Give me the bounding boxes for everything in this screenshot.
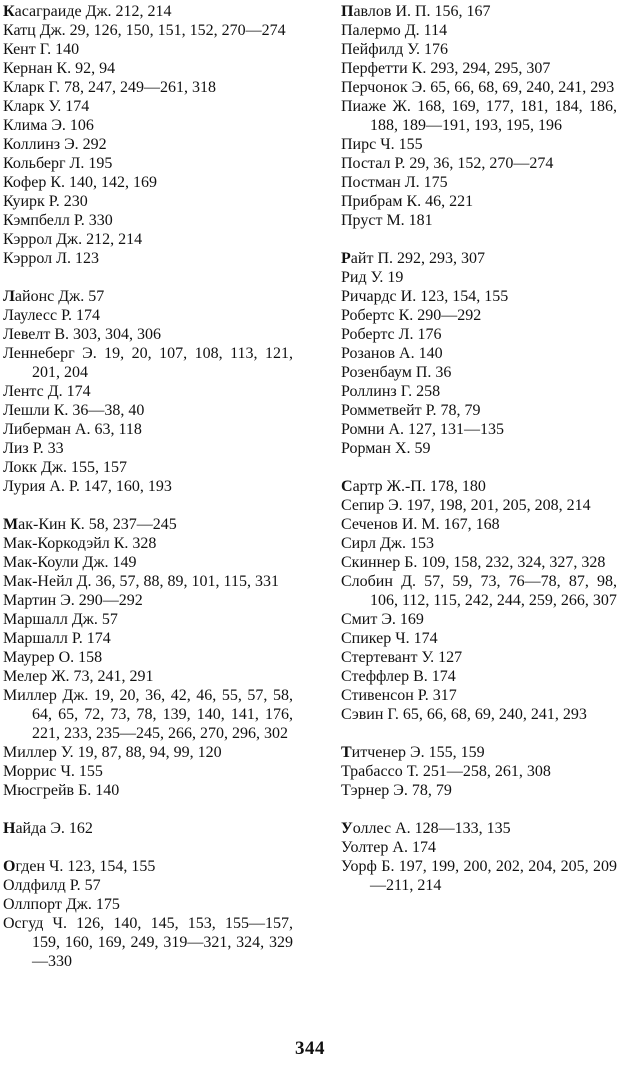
index-entry: Мак-Кин К. 58, 237—245 (3, 516, 177, 533)
group-initial: П (341, 3, 354, 20)
letter-group-gap (341, 230, 617, 249)
index-entry: Постал Р. 29, 36, 152, 270—274 (341, 155, 554, 172)
index-entry: Олдфилд Р. 57 (3, 877, 101, 894)
index-column-left (3, 2, 293, 971)
index-entry: Стеффлер В. 174 (341, 668, 456, 685)
letter-group-gap (341, 458, 617, 477)
index-entry: Пруст М. 181 (341, 212, 433, 229)
index-entry: Кэмпбелл Р. 330 (3, 212, 113, 229)
index-entry: Скиннер Б. 109, 158, 232, 324, 327, 328 (341, 554, 606, 571)
index-entry: Огден Ч. 123, 154, 155 (3, 858, 156, 875)
index-entry: Осгуд Ч. 126, 140, 145, 153, 155—157, 159, 160, 169, 249, 319—321, 324, 329—330 (3, 915, 293, 970)
index-entry: Прибрам К. 46, 221 (341, 193, 474, 210)
group-initial: К (3, 3, 15, 20)
index-entry: Куирк Р. 230 (3, 193, 88, 210)
index-entry: Павлов И. П. 156, 167 (341, 3, 491, 20)
index-entry: Мартин Э. 290—292 (3, 592, 143, 609)
index-entry: Стивенсон Р. 317 (341, 687, 457, 704)
index-entry: Мелер Ж. 73, 241, 291 (3, 668, 154, 685)
index-entry: Смит Э. 169 (341, 611, 424, 628)
index-entry: Райт П. 292, 293, 307 (341, 250, 485, 267)
index-entry: Левелт В. 303, 304, 306 (3, 326, 162, 343)
index-entry: Найда Э. 162 (3, 820, 93, 837)
letter-group-gap (3, 268, 293, 287)
index-entry: Стертевант У. 127 (341, 649, 463, 666)
letter-group-gap (341, 800, 617, 819)
letter-group-gap (3, 800, 293, 819)
group-initial: Р (341, 250, 351, 267)
letter-group-gap (3, 496, 293, 515)
letter-group-gap (341, 724, 617, 743)
index-entry: Пиаже Ж. 168, 169, 177, 181, 184, 186, 188, 189—191, 193, 195, 196 (341, 98, 617, 134)
index-entry: Кэррол Дж. 212, 214 (3, 231, 143, 248)
index-entry: Моррис Ч. 155 (3, 763, 103, 780)
index-entry: Слобин Д. 57, 59, 73, 76—78, 87, 98, 106, 112, 115, 242, 244, 259, 266, 307 (341, 573, 617, 609)
index-entry: Оллпорт Дж. 175 (3, 896, 120, 913)
index-entry: Перчонок Э. 65, 66, 68, 69, 240, 241, 293 (341, 79, 615, 96)
index-entry: Сартр Ж.-П. 178, 180 (341, 478, 486, 495)
group-initial: Т (341, 744, 352, 761)
index-entry: Уорф Б. 197, 199, 200, 202, 204, 205, 209—211, 214 (341, 858, 617, 894)
index-entry: Сэвин Г. 65, 66, 68, 69, 240, 241, 293 (341, 706, 587, 723)
index-column-right (341, 2, 617, 895)
index-entry: Розенбаум П. 36 (341, 364, 452, 381)
index-entry: Мак-Нейл Д. 36, 57, 88, 89, 101, 115, 331 (3, 573, 279, 590)
group-initial: О (3, 858, 16, 875)
index-entry: Спикер Ч. 174 (341, 630, 438, 647)
index-entry: Ромни А. 127, 131—135 (341, 421, 504, 438)
index-entry: Пирс Ч. 155 (341, 136, 423, 153)
index-entry: Мак-Коркодэйл К. 328 (3, 535, 157, 552)
index-entry: Пейфилд У. 176 (341, 41, 448, 58)
index-entry: Кофер К. 140, 142, 169 (3, 174, 158, 191)
index-entry: Перфетти К. 293, 294, 295, 307 (341, 60, 551, 77)
index-entry: Уолтер А. 174 (341, 839, 436, 856)
index-entry: Робертс Л. 176 (341, 326, 442, 343)
index-entry: Кернан К. 92, 94 (3, 60, 116, 77)
group-initial: С (341, 478, 353, 495)
index-entry: Лиз Р. 33 (3, 440, 64, 457)
index-entry: Роллинз Г. 258 (341, 383, 441, 400)
index-entry: Маршалл Дж. 57 (3, 611, 118, 628)
index-entry: Розанов А. 140 (341, 345, 443, 362)
index-entry: Лайонс Дж. 57 (3, 288, 105, 305)
index-entry: Сеченов И. М. 167, 168 (341, 516, 500, 533)
index-entry: Трабассо Т. 251—258, 261, 308 (341, 763, 551, 780)
index-entry: Робертс К. 290—292 (341, 307, 482, 324)
index-entry: Лурия А. Р. 147, 160, 193 (3, 478, 172, 495)
index-entry: Лаулесс Р. 174 (3, 307, 101, 324)
group-initial: Л (3, 288, 15, 305)
index-entry: Касаграиде Дж. 212, 214 (3, 3, 172, 20)
index-entry: Сирл Дж. 153 (341, 535, 434, 552)
index-entry: Постман Л. 175 (341, 174, 448, 191)
index-entry: Кэррол Л. 123 (3, 250, 99, 267)
index-entry: Уоллес А. 128—133, 135 (341, 820, 511, 837)
index-entry: Рорман Х. 59 (341, 440, 431, 457)
index-entry: Рид У. 19 (341, 269, 404, 286)
index-entry: Катц Дж. 29, 126, 150, 151, 152, 270—274 (3, 22, 286, 39)
index-entry: Титченер Э. 155, 159 (341, 744, 485, 761)
index-entry: Кларк Г. 78, 247, 249—261, 318 (3, 79, 216, 96)
index-entry: Кент Г. 140 (3, 41, 80, 58)
index-entry: Либерман А. 63, 118 (3, 421, 142, 438)
group-initial: Н (3, 820, 16, 837)
index-entry: Миллер Дж. 19, 20, 36, 42, 46, 55, 57, 58, 64, 65, 72, 73, 78, 139, 140, 141, 176, 221, 233, 235—245, 266, 270, 296, 302 (3, 687, 293, 742)
index-entry: Сепир Э. 197, 198, 201, 205, 208, 214 (341, 497, 591, 514)
index-entry: Коллинз Э. 292 (3, 136, 107, 153)
group-initial: М (3, 516, 19, 533)
index-entry: Лентс Д. 174 (3, 383, 91, 400)
index-entry: Кларк У. 174 (3, 98, 90, 115)
index-entry: Локк Дж. 155, 157 (3, 459, 127, 476)
index-entry: Мюсгрейв Б. 140 (3, 782, 120, 799)
index-entry: Маурер О. 158 (3, 649, 103, 666)
index-entry: Лешли К. 36—38, 40 (3, 402, 145, 419)
group-initial: У (341, 820, 353, 837)
index-entry: Кольберг Л. 195 (3, 155, 113, 172)
index-entry: Палермо Д. 114 (341, 22, 448, 39)
letter-group-gap (3, 838, 293, 857)
index-entry: Клима Э. 106 (3, 117, 94, 134)
index-entry: Миллер У. 19, 87, 88, 94, 99, 120 (3, 744, 222, 761)
index-entry: Мак-Коули Дж. 149 (3, 554, 137, 571)
index-entry: Ромметвейт Р. 78, 79 (341, 402, 481, 419)
index-entry: Ричардс И. 123, 154, 155 (341, 288, 509, 305)
page-number: 344 (295, 1038, 325, 1059)
index-entry: Маршалл Р. 174 (3, 630, 111, 647)
index-entry: Леннеберг Э. 19, 20, 107, 108, 113, 121, 201, 204 (3, 345, 293, 381)
index-entry: Тэрнер Э. 78, 79 (341, 782, 452, 799)
